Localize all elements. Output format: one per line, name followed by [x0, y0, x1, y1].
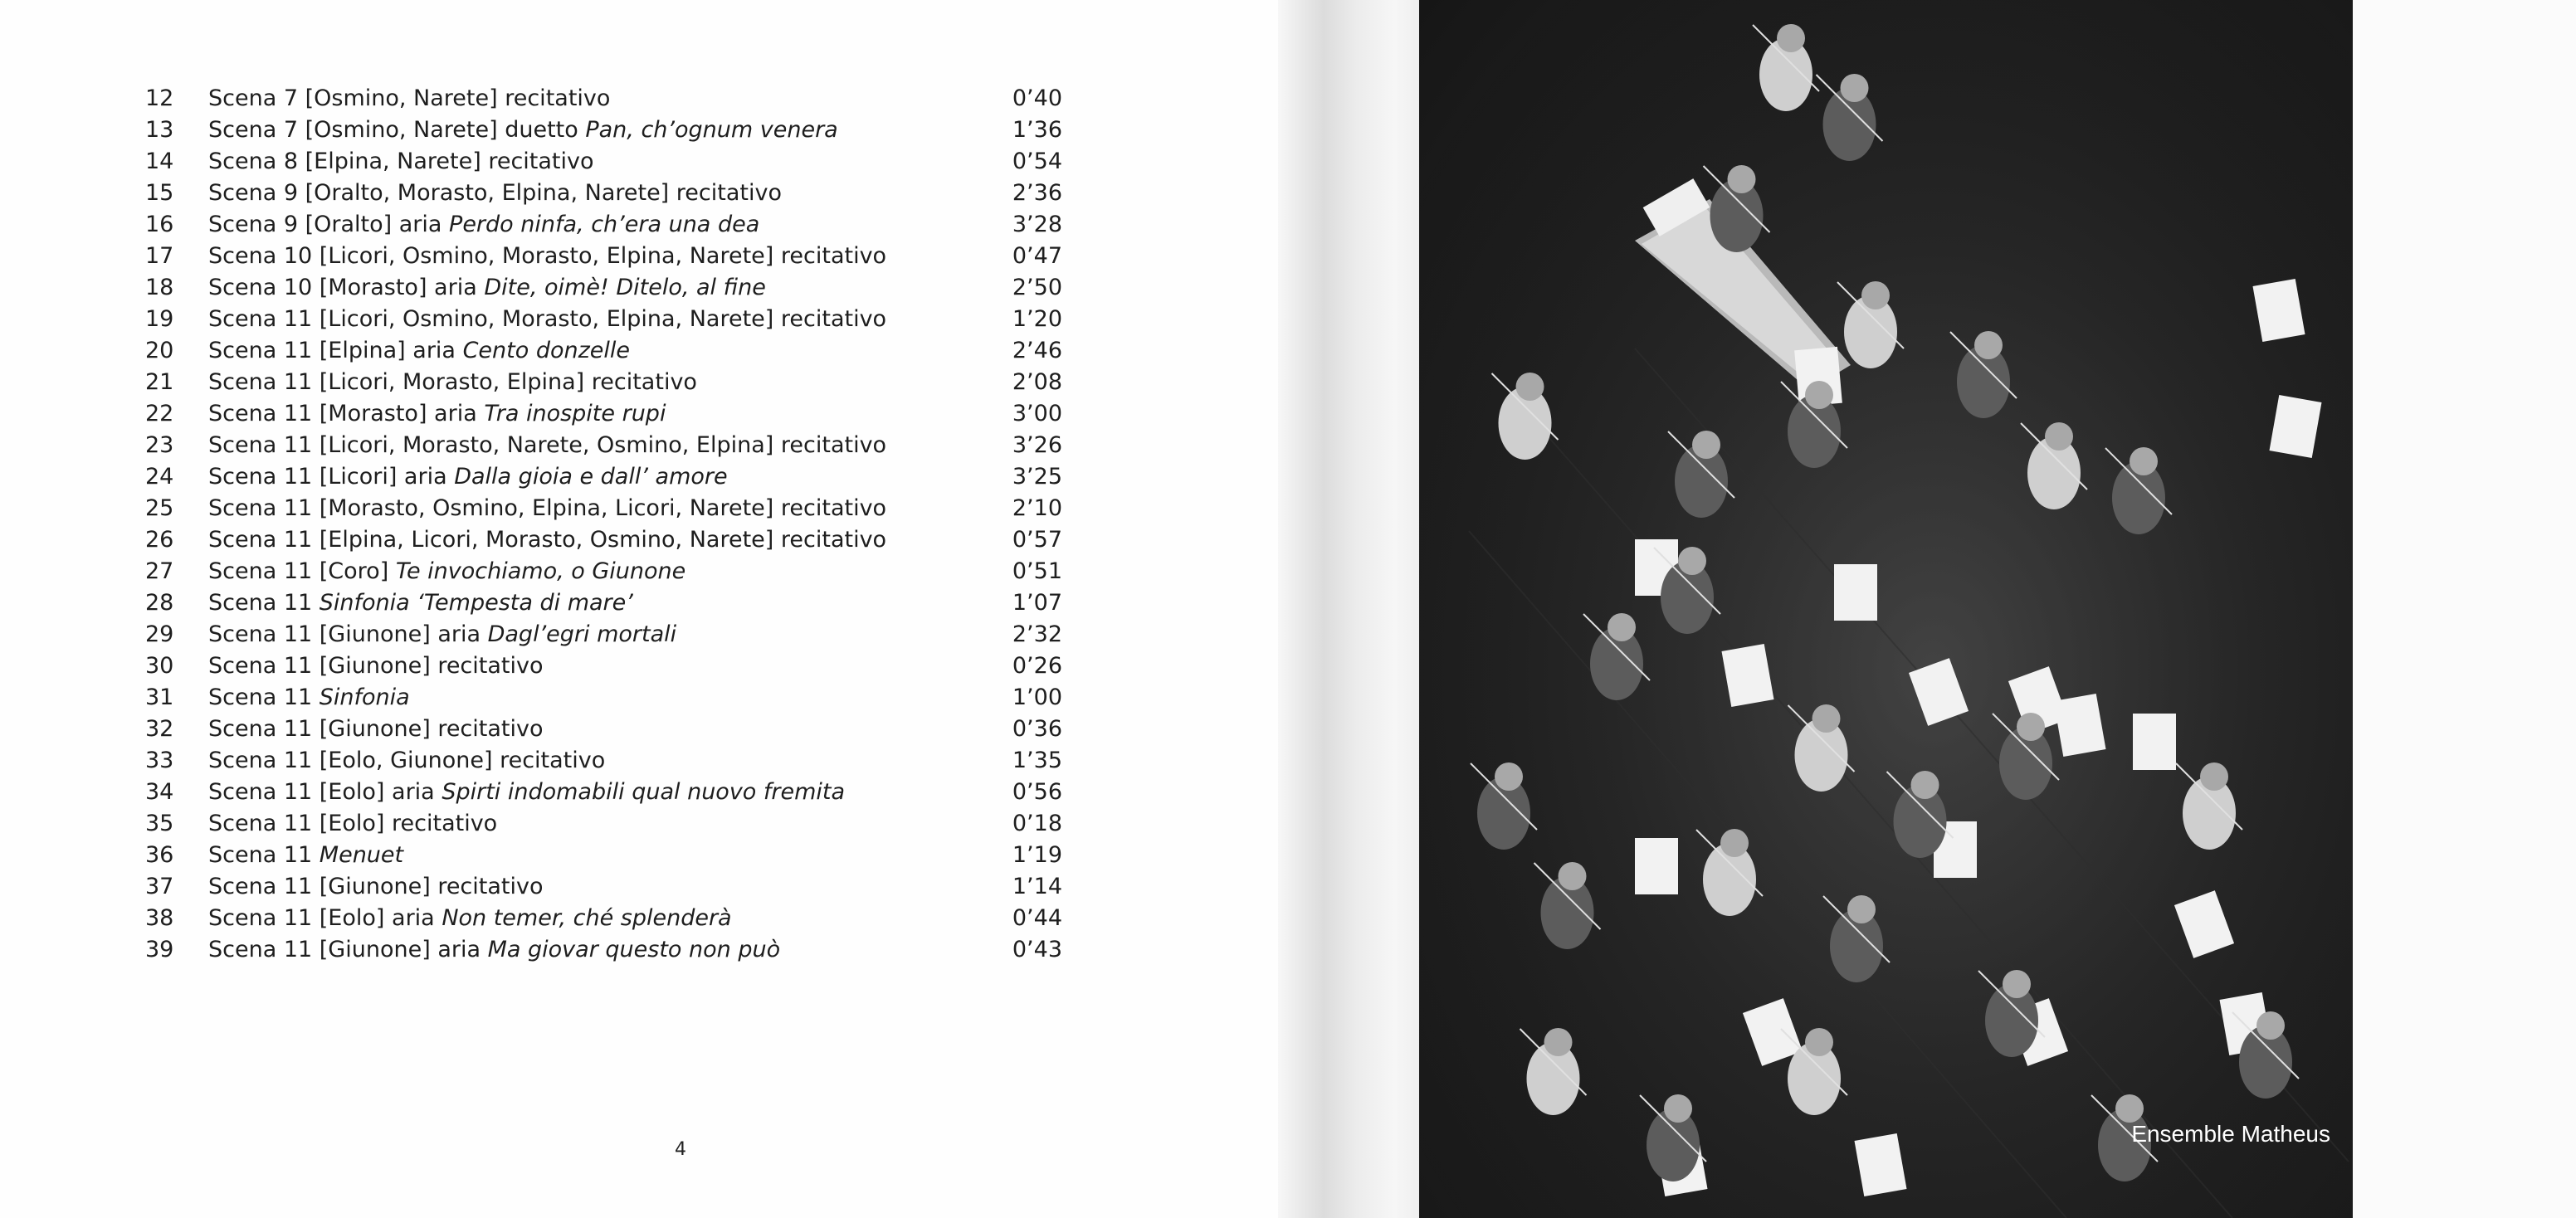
track-title: [208, 903, 732, 934]
track-duration: 2’10: [1012, 495, 1062, 521]
track-title: [208, 367, 697, 398]
track-duration: 0’36: [1012, 716, 1062, 742]
track-work-title: Dite, oimè! Ditelo, al fine: [484, 275, 766, 300]
track-description: Scena 8 [Elpina, Narete] recitativo: [208, 149, 594, 174]
track-row: [145, 934, 1066, 966]
track-number: 18: [145, 275, 174, 300]
track-duration: 1’19: [1012, 842, 1062, 868]
track-description: Scena 11 [Eolo] aria: [208, 905, 442, 931]
track-title: [208, 714, 544, 745]
track-number: 23: [145, 432, 174, 458]
orchestra-photo: [1419, 0, 2353, 1218]
track-number: 16: [145, 212, 174, 237]
track-number: 39: [145, 937, 174, 962]
track-work-title: Menuet: [319, 842, 404, 868]
track-work-title: Ma giovar questo non può: [487, 937, 781, 962]
track-description: Scena 11 [Giunone] recitativo: [208, 653, 544, 679]
track-number: 12: [145, 85, 174, 111]
track-number: 19: [145, 306, 174, 332]
track-title: [208, 335, 630, 367]
page-number: 4: [675, 1139, 686, 1160]
track-title: [208, 619, 676, 650]
track-duration: 3’28: [1012, 212, 1062, 237]
track-row: [145, 146, 1066, 178]
track-number: 29: [145, 621, 174, 647]
track-row: [145, 871, 1066, 903]
track-duration: 2’36: [1012, 180, 1062, 206]
track-work-title: Dagl’egri mortali: [487, 621, 677, 647]
music-stand: [2133, 714, 2176, 770]
tracklist-page: [0, 0, 1278, 1218]
track-title: [208, 209, 759, 241]
track-row: [145, 808, 1066, 840]
track-description: Scena 11: [208, 685, 320, 710]
music-stand: [1635, 838, 1678, 894]
track-list: [145, 83, 1066, 966]
track-description: Scena 11 [Morasto] aria: [208, 401, 485, 426]
track-number: 14: [145, 149, 174, 174]
track-title: [208, 808, 497, 840]
track-number: 34: [145, 779, 174, 805]
track-work-title: Sinfonia ‘Tempesta di mare’: [319, 590, 633, 616]
track-title: [208, 587, 633, 619]
track-duration: 1’35: [1012, 748, 1062, 773]
track-number: 15: [145, 180, 174, 206]
track-description: Scena 11 [Eolo] aria: [208, 779, 442, 805]
track-work-title: Sinfonia: [319, 685, 410, 710]
track-number: 20: [145, 338, 174, 363]
track-description: Scena 11 [Eolo, Giunone] recitativo: [208, 748, 606, 773]
track-description: Scena 11 [Morasto, Osmino, Elpina, Licori, Narete] recitativo: [208, 495, 887, 521]
track-duration: 1’14: [1012, 874, 1062, 899]
track-number: 32: [145, 716, 174, 742]
track-work-title: Dalla gioia e dall’ amore: [454, 464, 728, 490]
track-title: [208, 178, 782, 209]
track-number: 24: [145, 464, 174, 490]
track-row: [145, 398, 1066, 430]
track-description: Scena 9 [Oralto, Morasto, Elpina, Narete] recitativo: [208, 180, 782, 206]
track-row: [145, 903, 1066, 934]
track-title: [208, 650, 544, 682]
track-row: [145, 335, 1066, 367]
track-row: [145, 430, 1066, 461]
track-title: [208, 272, 766, 304]
track-description: Scena 11: [208, 842, 320, 868]
track-row: [145, 682, 1066, 714]
track-description: Scena 11 [Licori, Morasto, Elpina] recitativo: [208, 369, 697, 395]
track-title: [208, 840, 403, 871]
track-duration: 1’36: [1012, 117, 1062, 143]
track-duration: 3’26: [1012, 432, 1062, 458]
track-title: [208, 241, 886, 272]
track-number: 36: [145, 842, 174, 868]
track-row: [145, 745, 1066, 777]
track-title: [208, 114, 838, 146]
track-work-title: Non temer, ché splenderà: [442, 905, 732, 931]
track-row: [145, 209, 1066, 241]
track-description: Scena 10 [Morasto] aria: [208, 275, 485, 300]
track-work-title: Te invochiamo, o Giunone: [395, 558, 686, 584]
track-work-title: Cento donzelle: [462, 338, 630, 363]
track-work-title: Spirti indomabili qual nuovo fremita: [442, 779, 846, 805]
track-number: 22: [145, 401, 174, 426]
track-description: Scena 11 [Giunone] aria: [208, 621, 488, 647]
track-title: [208, 934, 780, 966]
track-description: Scena 11 [Licori, Morasto, Narete, Osmino, Elpina] recitativo: [208, 432, 887, 458]
track-number: 37: [145, 874, 174, 899]
track-number: 25: [145, 495, 174, 521]
track-number: 35: [145, 811, 174, 836]
track-title: [208, 777, 845, 808]
track-number: 26: [145, 527, 174, 553]
track-row: [145, 178, 1066, 209]
track-number: 17: [145, 243, 174, 269]
track-number: 38: [145, 905, 174, 931]
track-title: [208, 745, 605, 777]
track-row: [145, 587, 1066, 619]
track-title: [208, 682, 410, 714]
track-row: [145, 840, 1066, 871]
track-duration: 0’56: [1012, 779, 1062, 805]
track-row: [145, 650, 1066, 682]
orchestra-photo-illustration: [1419, 0, 2353, 1218]
track-duration: 2’50: [1012, 275, 1062, 300]
track-duration: 0’54: [1012, 149, 1062, 174]
track-description: Scena 11 [Licori, Osmino, Morasto, Elpina, Narete] recitativo: [208, 306, 887, 332]
track-number: 33: [145, 748, 174, 773]
track-duration: 0’44: [1012, 905, 1062, 931]
track-description: Scena 10 [Licori, Osmino, Morasto, Elpina, Narete] recitativo: [208, 243, 887, 269]
track-row: [145, 304, 1066, 335]
track-duration: 1’20: [1012, 306, 1062, 332]
track-duration: 2’08: [1012, 369, 1062, 395]
track-duration: 0’51: [1012, 558, 1062, 584]
track-row: [145, 241, 1066, 272]
track-row: [145, 367, 1066, 398]
track-row: [145, 619, 1066, 650]
track-row: [145, 114, 1066, 146]
track-description: Scena 11 [Elpina] aria: [208, 338, 463, 363]
track-duration: 0’40: [1012, 85, 1062, 111]
track-duration: 0’47: [1012, 243, 1062, 269]
track-description: Scena 11 [Giunone] recitativo: [208, 716, 544, 742]
track-description: Scena 7 [Osmino, Narete] recitativo: [208, 85, 611, 111]
track-row: [145, 524, 1066, 556]
track-title: [208, 83, 610, 114]
track-work-title: Pan, ch’ognum venera: [585, 117, 838, 143]
track-row: [145, 493, 1066, 524]
track-description: Scena 11 [Eolo] recitativo: [208, 811, 498, 836]
track-description: Scena 11 [Giunone] aria: [208, 937, 488, 962]
track-description: Scena 11 [Coro]: [208, 558, 396, 584]
track-description: Scena 11 [Elpina, Licori, Morasto, Osmino, Narete] recitativo: [208, 527, 887, 553]
track-row: [145, 714, 1066, 745]
track-duration: 0’57: [1012, 527, 1062, 553]
track-duration: 0’26: [1012, 653, 1062, 679]
track-title: [208, 304, 886, 335]
track-description: Scena 11 [Licori] aria: [208, 464, 455, 490]
track-description: Scena 7 [Osmino, Narete] duetto: [208, 117, 586, 143]
track-description: Scena 9 [Oralto] aria: [208, 212, 450, 237]
track-row: [145, 83, 1066, 114]
track-duration: 0’43: [1012, 937, 1062, 962]
track-number: 30: [145, 653, 174, 679]
track-number: 13: [145, 117, 174, 143]
track-duration: 1’07: [1012, 590, 1062, 616]
track-title: [208, 871, 544, 903]
photo-page: [1419, 0, 2576, 1218]
track-title: [208, 430, 886, 461]
track-duration: 2’32: [1012, 621, 1062, 647]
track-number: 27: [145, 558, 174, 584]
music-stand: [1834, 564, 1877, 621]
track-row: [145, 461, 1066, 493]
track-duration: 3’00: [1012, 401, 1062, 426]
track-number: 21: [145, 369, 174, 395]
track-duration: 3’25: [1012, 464, 1062, 490]
track-title: [208, 146, 594, 178]
track-title: [208, 461, 728, 493]
track-number: 31: [145, 685, 174, 710]
track-title: [208, 556, 685, 587]
track-row: [145, 777, 1066, 808]
track-description: Scena 11 [Giunone] recitativo: [208, 874, 544, 899]
track-title: [208, 398, 666, 430]
track-title: [208, 493, 886, 524]
track-title: [208, 524, 886, 556]
track-duration: 1’00: [1012, 685, 1062, 710]
book-gutter: [1278, 0, 1419, 1218]
track-work-title: Tra inospite rupi: [484, 401, 666, 426]
photo-caption: Ensemble Matheus: [2131, 1121, 2330, 1147]
track-duration: 0’18: [1012, 811, 1062, 836]
track-number: 28: [145, 590, 174, 616]
track-row: [145, 556, 1066, 587]
track-description: Scena 11: [208, 590, 320, 616]
track-duration: 2’46: [1012, 338, 1062, 363]
track-work-title: Perdo ninfa, ch’era una dea: [449, 212, 760, 237]
track-row: [145, 272, 1066, 304]
